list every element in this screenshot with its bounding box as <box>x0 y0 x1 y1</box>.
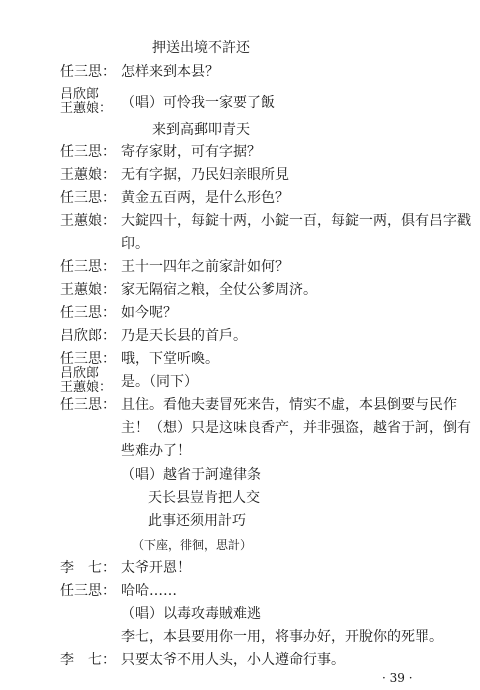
speaker-label-b: 王蕙娘： <box>60 380 113 395</box>
verse-line: （唱）越省于訶違律条 <box>121 467 261 483</box>
dialogue-continuation: 李七，本县要用你一用，将事办好，开脫你的死罪。 <box>121 629 443 645</box>
dialogue-text: 黄金五百两，是什么形色？ <box>121 190 289 206</box>
dialogue-text: 只要太爷不用人头，小人遵命行事。 <box>121 652 345 668</box>
speaker-label-b: 王蕙娘： <box>60 101 113 116</box>
dialogue-text: 大錠四十，每錠十两，小錠一百，每錠一两，俱有吕字戳 <box>121 213 471 229</box>
dialogue-text: 无有字据，乃民妇亲眼所見 <box>121 167 289 183</box>
speaker-label: 任三思： <box>60 351 116 367</box>
dialogue-continuation: 些难办了！ <box>121 443 191 459</box>
dialogue-text: 王十一四年之前家計如何？ <box>121 259 289 275</box>
stage-direction: （下座，徘徊，思計） <box>132 538 253 552</box>
dialogue-text: 如今呢？ <box>121 305 177 321</box>
dialogue-text: 太爷开恩！ <box>121 560 191 576</box>
speaker-label: 任三思： <box>60 64 116 80</box>
dialogue-text: 哦，下堂听喚。 <box>121 351 219 367</box>
dialogue-text: 乃是天长县的首戶。 <box>121 328 247 344</box>
speaker-label: 王蕙娘： <box>60 282 116 298</box>
speaker-label-a: 吕欣郎 <box>60 366 100 381</box>
dialogue-continuation: 印。 <box>121 236 149 252</box>
speaker-label: 任三思： <box>60 305 116 321</box>
speaker-label: 任三思： <box>60 190 116 206</box>
speaker-label: 王蕙娘： <box>60 167 116 183</box>
section-title: 押送出境不許还 <box>152 40 250 56</box>
dialogue-text: 怎样来到本县？ <box>121 64 219 80</box>
page-number: · 39 · <box>382 671 413 685</box>
verse-line: 来到高郵叩青天 <box>152 122 250 138</box>
speaker-label: 任三思： <box>60 583 116 599</box>
dialogue-text: （唱）可怜我一家要了飯 <box>121 95 275 111</box>
verse-line: 天长县豈肯把人交 <box>148 490 260 506</box>
speaker-label: 任三思： <box>60 397 116 413</box>
speaker-label-a: 吕欣郎 <box>60 87 100 102</box>
speaker-label: 李 七： <box>60 652 116 668</box>
dialogue-text: 且住。看他夫妻冒死来告，情实不虛，本县倒要与民作 <box>121 397 457 413</box>
dialogue-text: 寄存家財，可有字据？ <box>121 144 261 160</box>
verse-line: （唱）以毒攻毒賊难逃 <box>121 606 261 622</box>
speaker-label: 任三思： <box>60 144 116 160</box>
speaker-label: 吕欣郎： <box>60 328 116 344</box>
dialogue-text: 哈哈…… <box>121 583 177 599</box>
dialogue-text: 是。（同下） <box>121 374 198 390</box>
dialogue-continuation: 主！（想）只是这味良香产，并非强盗，越省于訶，倒有 <box>121 420 471 436</box>
speaker-label: 任三思： <box>60 259 116 275</box>
verse-line: 此事还须用計巧 <box>148 513 246 529</box>
speaker-label: 李 七： <box>60 560 116 576</box>
dialogue-text: 家无隔宿之粮，全仗公爹周济。 <box>121 282 317 298</box>
speaker-label: 王蕙娘： <box>60 213 116 229</box>
